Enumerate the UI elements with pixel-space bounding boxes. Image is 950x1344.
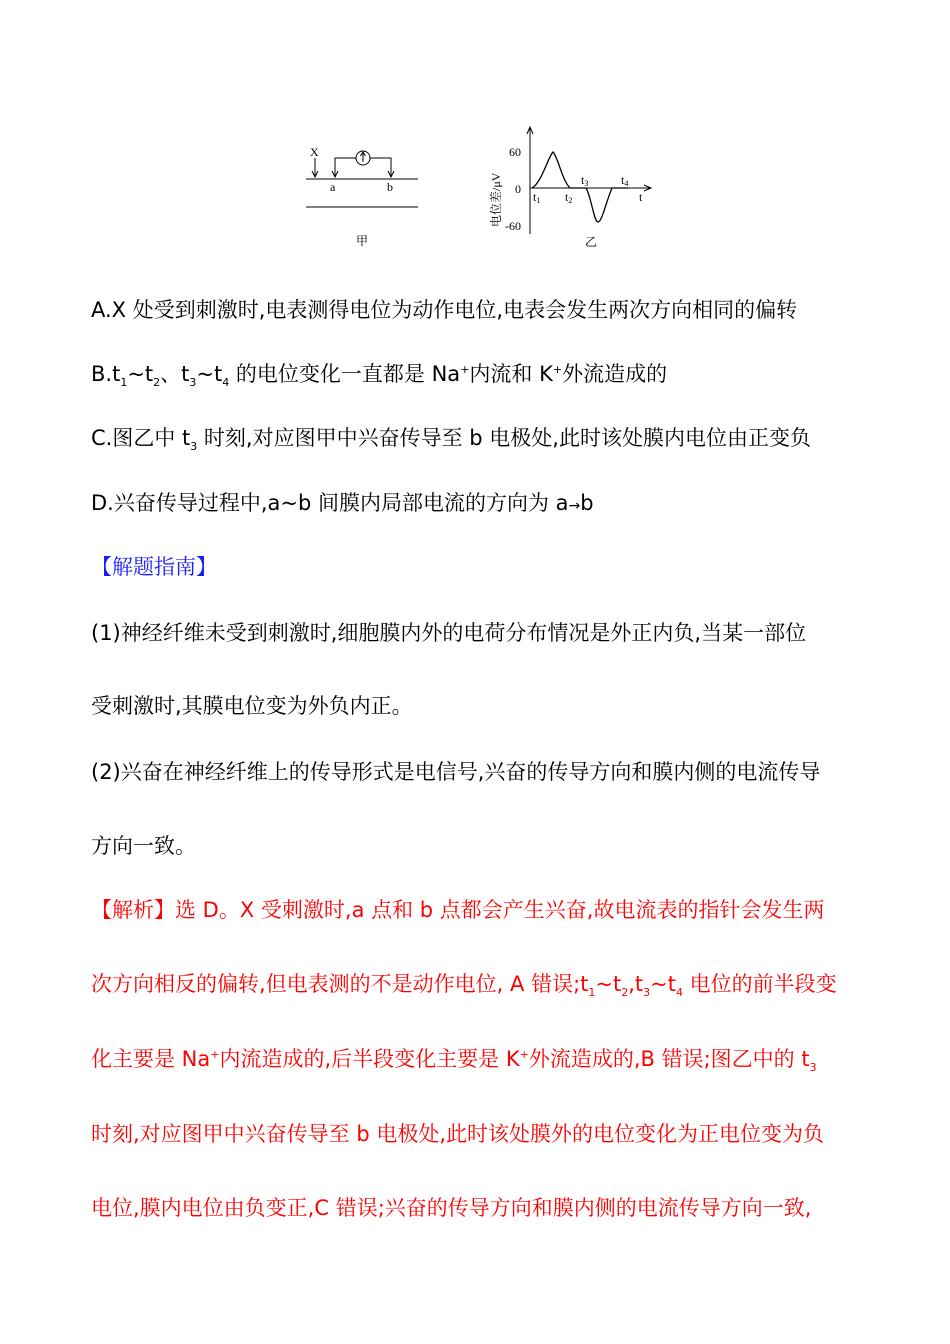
t4-label: t4 [621,173,629,188]
guide-line-2: 受刺激时,其膜电位变为外负内正。 [91,694,413,718]
electrode-wire-a [335,158,356,176]
analysis-line-2: 次方向相反的偏转,但电表测的不是动作电位, A 错误$;t_1\sim t_2,t_3\sim t_4$ 电位的前半段变 [91,972,837,1000]
potential-curve [532,152,628,222]
electrode-a-label: a [330,180,336,194]
figure-yi-caption: 乙 [585,235,598,249]
guide-line-1: (1)神经纤维未受到刺激时,细胞膜内外的电荷分布情况是外正内负,当某一部位 [91,621,807,645]
analysis-line-5: 电位,膜内电位由负变正,C 错误;兴奋的传导方向和膜内侧的电流传导方向一致, [91,1196,812,1220]
analysis-line-1: 【解析】选 D。X 受刺激时,a 点和 b 点都会产生兴奋,故电流表的指针会发生两 [91,898,825,922]
option-b: $B.t_1\sim t_2$、$t_3\sim t_4$ 的电位变化一直都是 Na+内流和 K+外流造成的 [91,362,668,390]
t3-label: t3 [581,173,589,188]
stimulus-label: X [310,145,319,159]
figure-jia [300,138,430,253]
option-d: D.兴奋传导过程中,a~b 间膜内局部电流的方向为 a→b [91,491,594,515]
figure-yi [478,122,658,254]
y-axis-label: 电位差/μV [489,172,503,227]
electrode-wire-b [370,158,391,176]
figure-jia-caption: 甲 [356,234,369,248]
analysis-line-3: 化主要是 Na+内流造成的,后半段变化主要是 K+外流造成的,B 错误;图乙中的 $t_3$ [91,1047,817,1075]
tick-0: 0 [515,182,521,196]
analysis-line-4: 时刻,对应图甲中兴奋传导至 b 电极处,此时该处膜外的电位变化为正电位变为负 [91,1122,825,1146]
tick-60: 60 [509,145,521,159]
guide-heading: 【解题指南】 [91,555,217,579]
t1-label: t1 [533,190,541,205]
electrode-b-label: b [387,180,393,194]
option-c: C.图乙中 $t_3$ 时刻,对应图甲中兴奋传导至 b 电极处,此时该处膜内电位由正变负 [91,426,811,454]
x-axis-label: t [639,190,643,204]
t2-label: t2 [565,190,573,205]
tick-neg60: -60 [505,219,521,233]
guide-line-4: 方向一致。 [91,834,196,858]
option-a: A.X 处受到刺激时,电表测得电位为动作电位,电表会发生两次方向相同的偏转 [91,298,798,322]
guide-line-3: (2)兴奋在神经纤维上的传导形式是电信号,兴奋的传导方向和膜内侧的电流传导 [91,760,821,784]
